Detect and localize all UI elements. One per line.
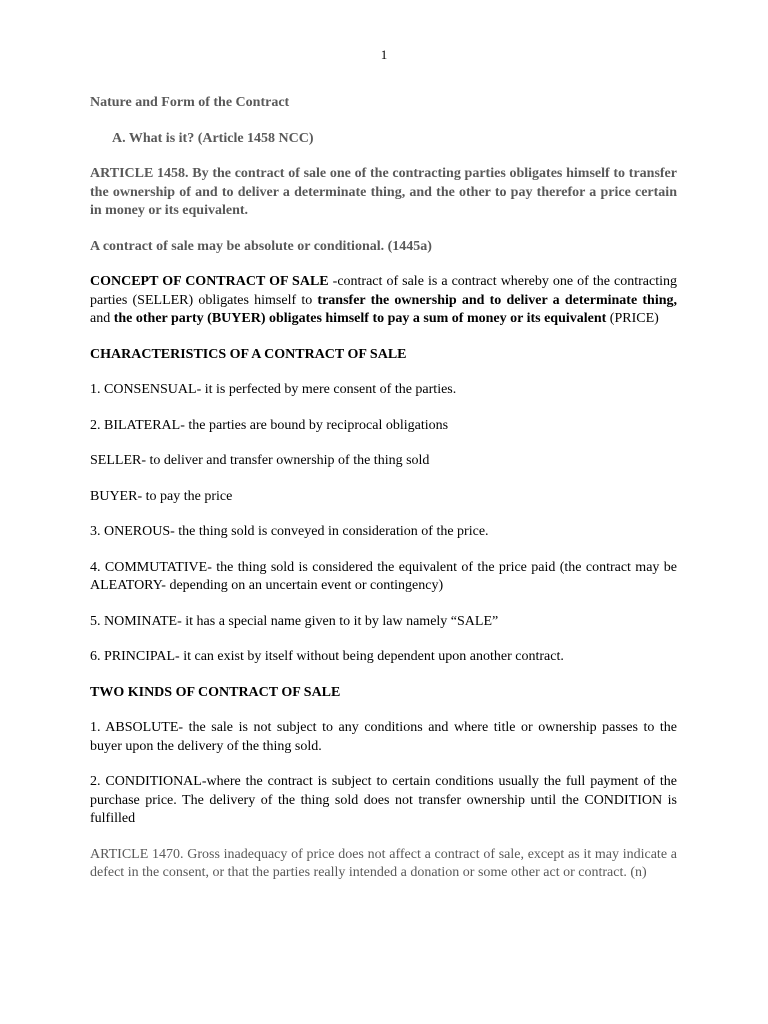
section-subheading: A. What is it? (Article 1458 NCC) — [112, 130, 314, 146]
characteristic-item: 1. CONSENSUAL- it is perfected by mere consent of the parties. — [90, 382, 457, 397]
concept-bold-1: transfer the ownership and to deliver a determinate thing, — [317, 292, 677, 308]
kinds-heading: TWO KINDS OF CONTRACT OF SALE — [90, 684, 341, 700]
article-1458-paragraph: ARTICLE 1458. By the contract of sale one of the contracting parties obligates himself to transfer the ownership of and to deliver a determinate thing, and the other to pay therefor a price certain in money or its equivalent. — [90, 166, 677, 218]
characteristic-item: 4. COMMUTATIVE- the thing sold is considered the equivalent of the price paid (the contract may be ALEATORY- depending on an uncertain event or contingency) — [90, 559, 677, 593]
concept-bold-2: the other party (BUYER) obligates himself to pay a sum of money or its equivalent — [113, 311, 607, 326]
concept-text-2: and — [90, 311, 114, 326]
characteristic-item: 6. PRINCIPAL- it can exist by itself without being dependent upon another contract. — [90, 649, 564, 664]
absolute-conditional-paragraph: A contract of sale may be absolute or conditional. (1445a) — [90, 238, 432, 254]
concept-label: CONCEPT OF CONTRACT OF SALE — [90, 274, 329, 289]
characteristics-heading: CHARACTERISTICS OF A CONTRACT OF SALE — [90, 346, 407, 362]
characteristic-item: SELLER- to deliver and transfer ownership of the thing sold — [90, 453, 430, 468]
concept-text-3: (PRICE) — [606, 311, 659, 326]
characteristic-item: 5. NOMINATE- it has a special name given to it by law namely “SALE” — [90, 613, 499, 629]
article-1470-paragraph: ARTICLE 1470. Gross inadequacy of price does not affect a contract of sale, except as it may indicate a defect in the consent, or that the parties really intended a donation or some other act or contract. (n) — [90, 846, 677, 880]
kind-item: 1. ABSOLUTE- the sale is not subject to any conditions and where title or ownership passes to the buyer upon the delivery of the thing sold. — [90, 720, 677, 754]
concept-text-1: -contract of sale is a contract whereby one of the contracting parties (SELLER) obligates himself to — [90, 274, 677, 308]
characteristic-item: 3. ONEROUS- the thing sold is conveyed in consideration of the price. — [90, 524, 489, 539]
kind-item: 2. CONDITIONAL-where the contract is subject to certain conditions usually the full payment of the purchase price. The delivery of the thing sold does not transfer ownership until the CONDITION is fulfilled — [90, 774, 677, 826]
page-number: 1 — [380, 47, 388, 62]
characteristic-item: 2. BILATERAL- the parties are bound by reciprocal obligations — [90, 417, 449, 433]
document-body — [90, 94, 677, 900]
section-heading: Nature and Form of the Contract — [90, 95, 290, 110]
concept-paragraph — [90, 273, 677, 329]
characteristic-item: BUYER- to pay the price — [90, 488, 233, 504]
